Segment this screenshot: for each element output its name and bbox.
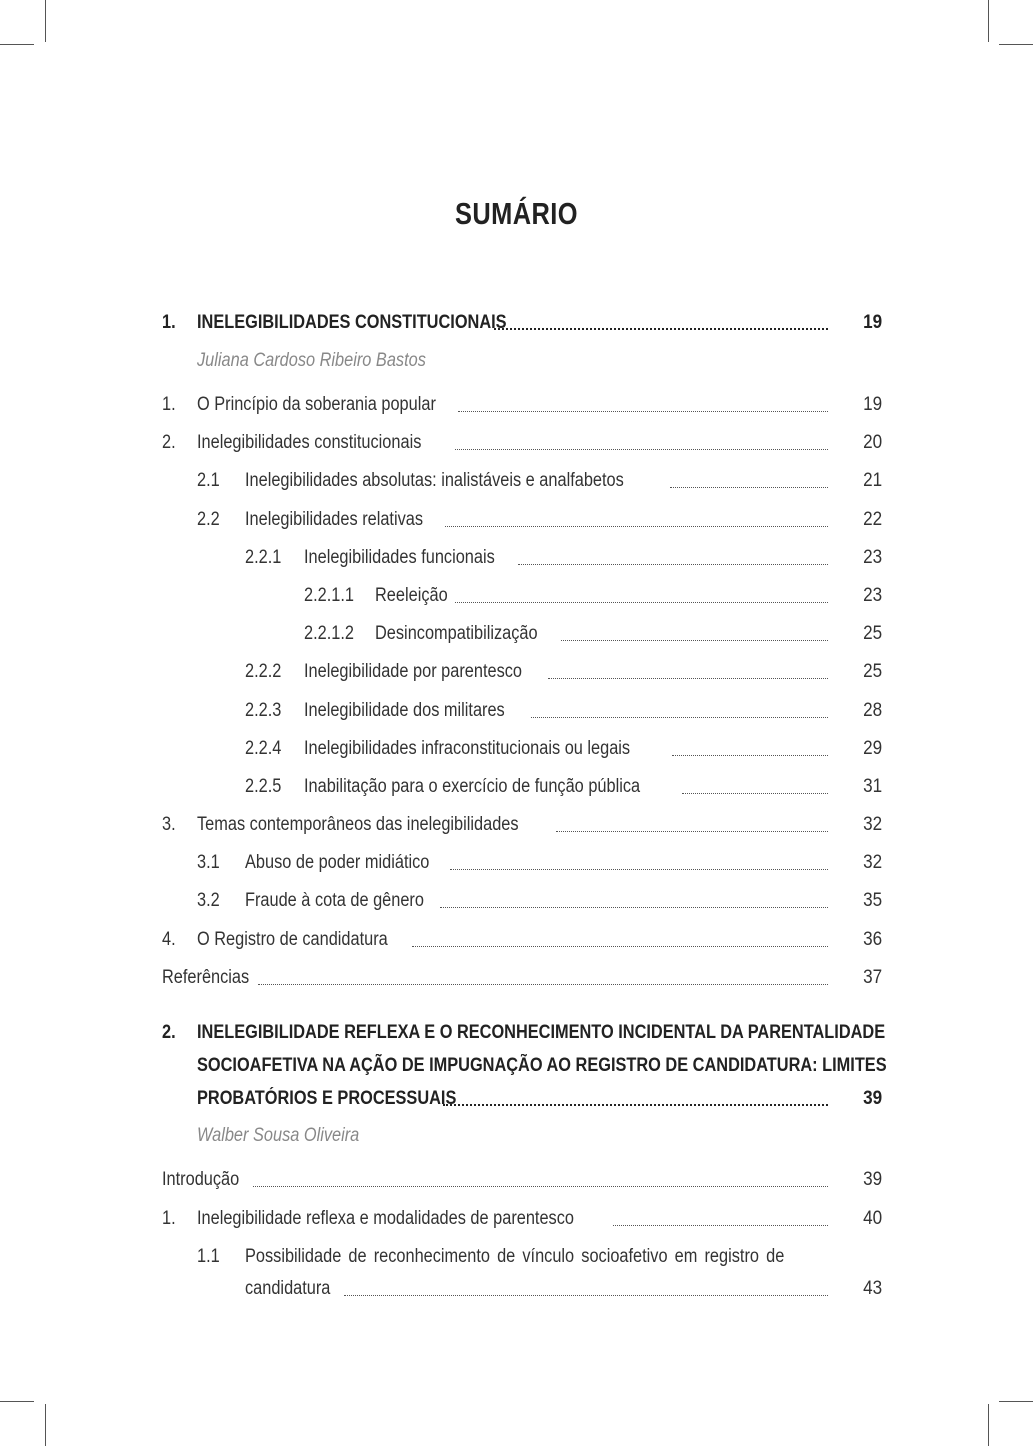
crop-mark	[45, 0, 46, 42]
crop-mark	[988, 1404, 989, 1446]
page-number: 19	[862, 312, 882, 333]
toc-chapter-2-line-2[interactable]	[0, 1052, 1033, 1080]
toc-entry[interactable]: 3.1 Abuso de poder midiático 32	[0, 849, 1033, 877]
toc-entry[interactable]: 1. Inelegibilidade reflexa e modalidades de parentesco 40	[0, 1205, 1033, 1233]
dot-leader	[455, 429, 828, 450]
crop-mark	[0, 1401, 34, 1402]
dot-leader	[344, 1275, 828, 1296]
toc-chapter-2-line-3[interactable]	[0, 1085, 1033, 1113]
toc-entry[interactable]: 1. O Princípio da soberania popular 19	[0, 391, 1033, 419]
dot-leader	[548, 658, 828, 679]
toc-entry-references[interactable]: Referências 37	[0, 964, 1033, 992]
dot-leader	[561, 620, 828, 641]
toc-entry[interactable]: 2.2.4 Inelegibilidades infraconstitucionais ou legais 29	[0, 735, 1033, 763]
chapter-title-line: PROBATÓRIOS E PROCESSUAIS	[197, 1088, 457, 1109]
page-number: 39	[862, 1088, 882, 1109]
toc-entry[interactable]: 1.1 Possibilidade de reconhecimento de vínculo socioafetivo em registro de	[197, 1246, 785, 1267]
chapter-title-line: SOCIOAFETIVA NA AÇÃO DE IMPUGNAÇÃO AO REGISTRO DE CANDIDATURA: LIMITES	[197, 1055, 887, 1076]
toc-entry[interactable]: 2.2.1.1 Reeleição 23	[0, 582, 1033, 610]
dot-leader	[258, 964, 828, 985]
toc-chapter-1[interactable]	[0, 309, 1033, 337]
toc-entry[interactable]: 3. Temas contemporâneos das inelegibilidades 32	[0, 811, 1033, 839]
dot-leader	[556, 811, 828, 832]
toc-entry[interactable]: 2.2.3 Inelegibilidade dos militares 28	[0, 697, 1033, 725]
chapter-number: 1.	[162, 312, 176, 333]
dot-leader	[670, 467, 828, 488]
crop-mark	[0, 44, 34, 45]
chapter-number: 2.	[162, 1022, 176, 1043]
toc-entry[interactable]: 2.2.5 Inabilitação para o exercício de função pública 31	[0, 773, 1033, 801]
toc-chapter-2[interactable]	[0, 1019, 1033, 1047]
toc-entry[interactable]: 2.2.1.2 Desincompatibilização 25	[0, 620, 1033, 648]
dot-leader	[440, 887, 828, 908]
dot-leader	[613, 1205, 828, 1226]
crop-mark	[999, 1401, 1033, 1402]
dot-leader	[412, 926, 828, 947]
toc-entry-continuation[interactable]: candidatura 43	[0, 1275, 1033, 1303]
dot-leader	[458, 391, 828, 412]
toc-entry-introduction[interactable]: Introdução 39	[0, 1166, 1033, 1194]
dot-leader	[450, 849, 828, 870]
dot-leader	[445, 506, 828, 527]
chapter-title-line: INELEGIBILIDADE REFLEXA E O RECONHECIMENTO INCIDENTAL DA PARENTALIDADE	[197, 1022, 886, 1043]
dot-leader	[518, 544, 828, 565]
crop-mark	[45, 1404, 46, 1446]
dot-leader	[531, 697, 828, 718]
toc-entry[interactable]: 3.2 Fraude à cota de gênero 35	[0, 887, 1033, 915]
crop-mark	[988, 0, 989, 42]
dot-leader	[494, 309, 828, 330]
dot-leader	[682, 773, 828, 794]
crop-mark	[999, 44, 1033, 45]
toc-entry[interactable]: 2.2.1 Inelegibilidades funcionais 23	[0, 544, 1033, 572]
page-title: SUMÁRIO	[455, 196, 578, 231]
dot-leader	[253, 1166, 828, 1187]
dot-leader	[443, 1085, 828, 1106]
chapter-title: INELEGIBILIDADES CONSTITUCIONAIS	[197, 312, 507, 333]
dot-leader	[672, 735, 828, 756]
toc-entry[interactable]: 4. O Registro de candidatura 36	[0, 926, 1033, 954]
chapter-author: Walber Sousa Oliveira	[197, 1125, 360, 1146]
toc-entry[interactable]: 2. Inelegibilidades constitucionais 20	[0, 429, 1033, 457]
toc-entry[interactable]: 2.1 Inelegibilidades absolutas: inalistáveis e analfabetos 21	[0, 467, 1033, 495]
dot-leader	[455, 582, 828, 603]
toc-entry[interactable]: 2.2 Inelegibilidades relativas 22	[0, 506, 1033, 534]
chapter-author: Juliana Cardoso Ribeiro Bastos	[197, 350, 426, 371]
toc-entry[interactable]: 2.2.2 Inelegibilidade por parentesco 25	[0, 658, 1033, 686]
